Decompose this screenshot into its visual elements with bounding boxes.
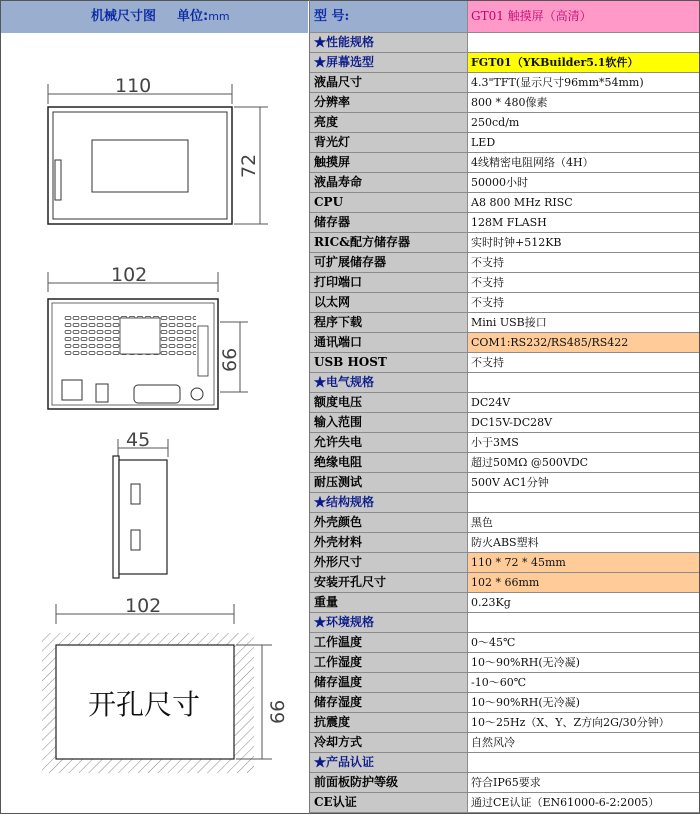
spec-value: 0.23Kg — [468, 593, 699, 612]
spec-row — [310, 393, 699, 413]
spec-value — [468, 33, 699, 52]
spec-row — [310, 573, 699, 593]
spec-row — [310, 413, 699, 433]
spec-key: 程序下载 — [310, 313, 468, 332]
spec-value: FGT01（YKBuilder5.1软件） — [468, 53, 699, 72]
spec-row — [310, 733, 699, 753]
spec-row — [310, 313, 699, 333]
side-view — [113, 429, 168, 578]
spec-key: 储存湿度 — [310, 693, 468, 712]
spec-value: 不支持 — [468, 353, 699, 372]
spec-key: 液晶尺寸 — [310, 73, 468, 92]
model-row — [310, 1, 699, 33]
spec-value — [468, 373, 699, 392]
spec-row — [310, 493, 699, 513]
spec-value: DC24V — [468, 393, 699, 412]
spec-key: ★环境规格 — [310, 613, 468, 632]
spec-row — [310, 93, 699, 113]
spec-value: 不支持 — [468, 253, 699, 272]
spec-row — [310, 213, 699, 233]
spec-key: 前面板防护等级 — [310, 773, 468, 792]
spec-key: 储存温度 — [310, 673, 468, 692]
spec-key: 允许失电 — [310, 433, 468, 452]
spec-value: 10～25Hz（X、Y、Z方向2G/30分钟） — [468, 713, 699, 732]
spec-row — [310, 233, 699, 253]
cutout-height-label: 66 — [267, 699, 289, 724]
spec-value: 不支持 — [468, 293, 699, 312]
spec-key: 绝缘电阻 — [310, 453, 468, 472]
spec-key: 耐压测试 — [310, 473, 468, 492]
spec-value: 110 * 72 * 45mm — [468, 553, 699, 572]
spec-value: A8 800 MHz RISC — [468, 193, 699, 212]
spec-row — [310, 473, 699, 493]
spec-value: 102 * 66mm — [468, 573, 699, 592]
spec-key: 输入范围 — [310, 413, 468, 432]
spec-row — [310, 793, 699, 813]
side-depth-label: 45 — [126, 429, 151, 451]
spec-row — [310, 193, 699, 213]
spec-row — [310, 713, 699, 733]
spec-value: 10～90%RH(无冷凝) — [468, 653, 699, 672]
spec-value: 500V AC1分钟 — [468, 473, 699, 492]
spec-value: 10～90%RH(无冷凝) — [468, 693, 699, 712]
spec-row — [310, 673, 699, 693]
spec-key: 工作湿度 — [310, 653, 468, 672]
spec-row — [310, 633, 699, 653]
back-width-label: 102 — [111, 264, 148, 286]
spec-value — [468, 613, 699, 632]
spec-key: 分辨率 — [310, 93, 468, 112]
spec-row — [310, 333, 699, 353]
spec-row — [310, 373, 699, 393]
spec-key: 外壳材料 — [310, 533, 468, 552]
spec-key: 冷却方式 — [310, 733, 468, 752]
spec-value: 通过CE认证（EN61000-6-2:2005） — [468, 793, 699, 812]
spec-value: 128M FLASH — [468, 213, 699, 232]
cutout-width-label: 102 — [125, 595, 162, 617]
back-height-label: 66 — [219, 347, 241, 372]
spec-value: 符合IP65要求 — [468, 773, 699, 792]
spec-row — [310, 513, 699, 533]
spec-key: 抗震度 — [310, 713, 468, 732]
spec-row — [310, 53, 699, 73]
spec-key: ★屏幕选型 — [310, 53, 468, 72]
spec-key: 外形尺寸 — [310, 553, 468, 572]
spec-row — [310, 353, 699, 373]
spec-key: ★结构规格 — [310, 493, 468, 512]
spec-value: 实时时钟+512KB — [468, 233, 699, 252]
spec-row — [310, 453, 699, 473]
mechanical-drawings — [0, 0, 309, 814]
spec-value: 0～45℃ — [468, 633, 699, 652]
spec-key: 储存器 — [310, 213, 468, 232]
unit-label: 单位:mm — [177, 9, 230, 24]
spec-value: 黑色 — [468, 513, 699, 532]
spec-row — [310, 533, 699, 553]
front-height-label: 72 — [238, 153, 260, 178]
cutout-view — [42, 595, 289, 773]
spec-value — [468, 493, 699, 512]
spec-value: 超过50MΩ @500VDC — [468, 453, 699, 472]
spec-key: 以太网 — [310, 293, 468, 312]
model-key: 型 号: — [310, 1, 468, 32]
spec-value: 自然风冷 — [468, 733, 699, 752]
spec-row — [310, 753, 699, 773]
spec-row — [310, 553, 699, 573]
spec-row — [310, 653, 699, 673]
spec-row — [310, 293, 699, 313]
spec-key: 工作温度 — [310, 633, 468, 652]
spec-row — [310, 433, 699, 453]
spec-key: 背光灯 — [310, 133, 468, 152]
spec-row — [310, 113, 699, 133]
spec-key: 液晶寿命 — [310, 173, 468, 192]
spec-row — [310, 273, 699, 293]
spec-key: 触摸屏 — [310, 153, 468, 172]
cutout-label: 开孔尺寸 — [88, 688, 201, 721]
spec-row — [310, 33, 699, 53]
spec-value: 4.3"TFT(显示尺寸96mm*54mm) — [468, 73, 699, 92]
spec-row — [310, 253, 699, 273]
spec-value: 800 * 480像素 — [468, 93, 699, 112]
spec-key: CE认证 — [310, 793, 468, 812]
model-value: GT01 触摸屏（高清） — [468, 1, 699, 32]
spec-value: 50000小时 — [468, 173, 699, 192]
front-view — [48, 75, 268, 224]
spec-key: 额度电压 — [310, 393, 468, 412]
spec-value — [468, 753, 699, 772]
spec-value: 小于3MS — [468, 433, 699, 452]
spec-row — [310, 173, 699, 193]
spec-key: 安装开孔尺寸 — [310, 573, 468, 592]
spec-key: 外壳颜色 — [310, 513, 468, 532]
spec-table — [310, 1, 699, 813]
spec-row — [310, 593, 699, 613]
spec-row — [310, 613, 699, 633]
spec-key: CPU — [310, 193, 468, 212]
spec-row — [310, 73, 699, 93]
spec-row — [310, 133, 699, 153]
spec-value: -10～60℃ — [468, 673, 699, 692]
front-width-label: 110 — [115, 75, 152, 97]
spec-key: ★产品认证 — [310, 753, 468, 772]
spec-key: 亮度 — [310, 113, 468, 132]
back-view — [48, 264, 248, 409]
spec-key: 可扩展储存器 — [310, 253, 468, 272]
spec-value: 防火ABS塑料 — [468, 533, 699, 552]
spec-value: 250cd/m — [468, 113, 699, 132]
spec-key: ★电气规格 — [310, 373, 468, 392]
spec-key: ★性能规格 — [310, 33, 468, 52]
spec-value: 4线精密电阻网络（4H） — [468, 153, 699, 172]
spec-key: USB HOST — [310, 353, 468, 372]
spec-key: 打印端口 — [310, 273, 468, 292]
spec-value: DC15V-DC28V — [468, 413, 699, 432]
spec-row — [310, 693, 699, 713]
spec-value: LED — [468, 133, 699, 152]
spec-key: 重量 — [310, 593, 468, 612]
spec-value: COM1:RS232/RS485/RS422 — [468, 333, 699, 352]
spec-row — [310, 153, 699, 173]
spec-key: RIC&配方储存器 — [310, 233, 468, 252]
dimension-title: 机械尺寸图 — [91, 9, 157, 24]
spec-value: Mini USB接口 — [468, 313, 699, 332]
spec-key: 通讯端口 — [310, 333, 468, 352]
spec-row — [310, 773, 699, 793]
spec-value: 不支持 — [468, 273, 699, 292]
